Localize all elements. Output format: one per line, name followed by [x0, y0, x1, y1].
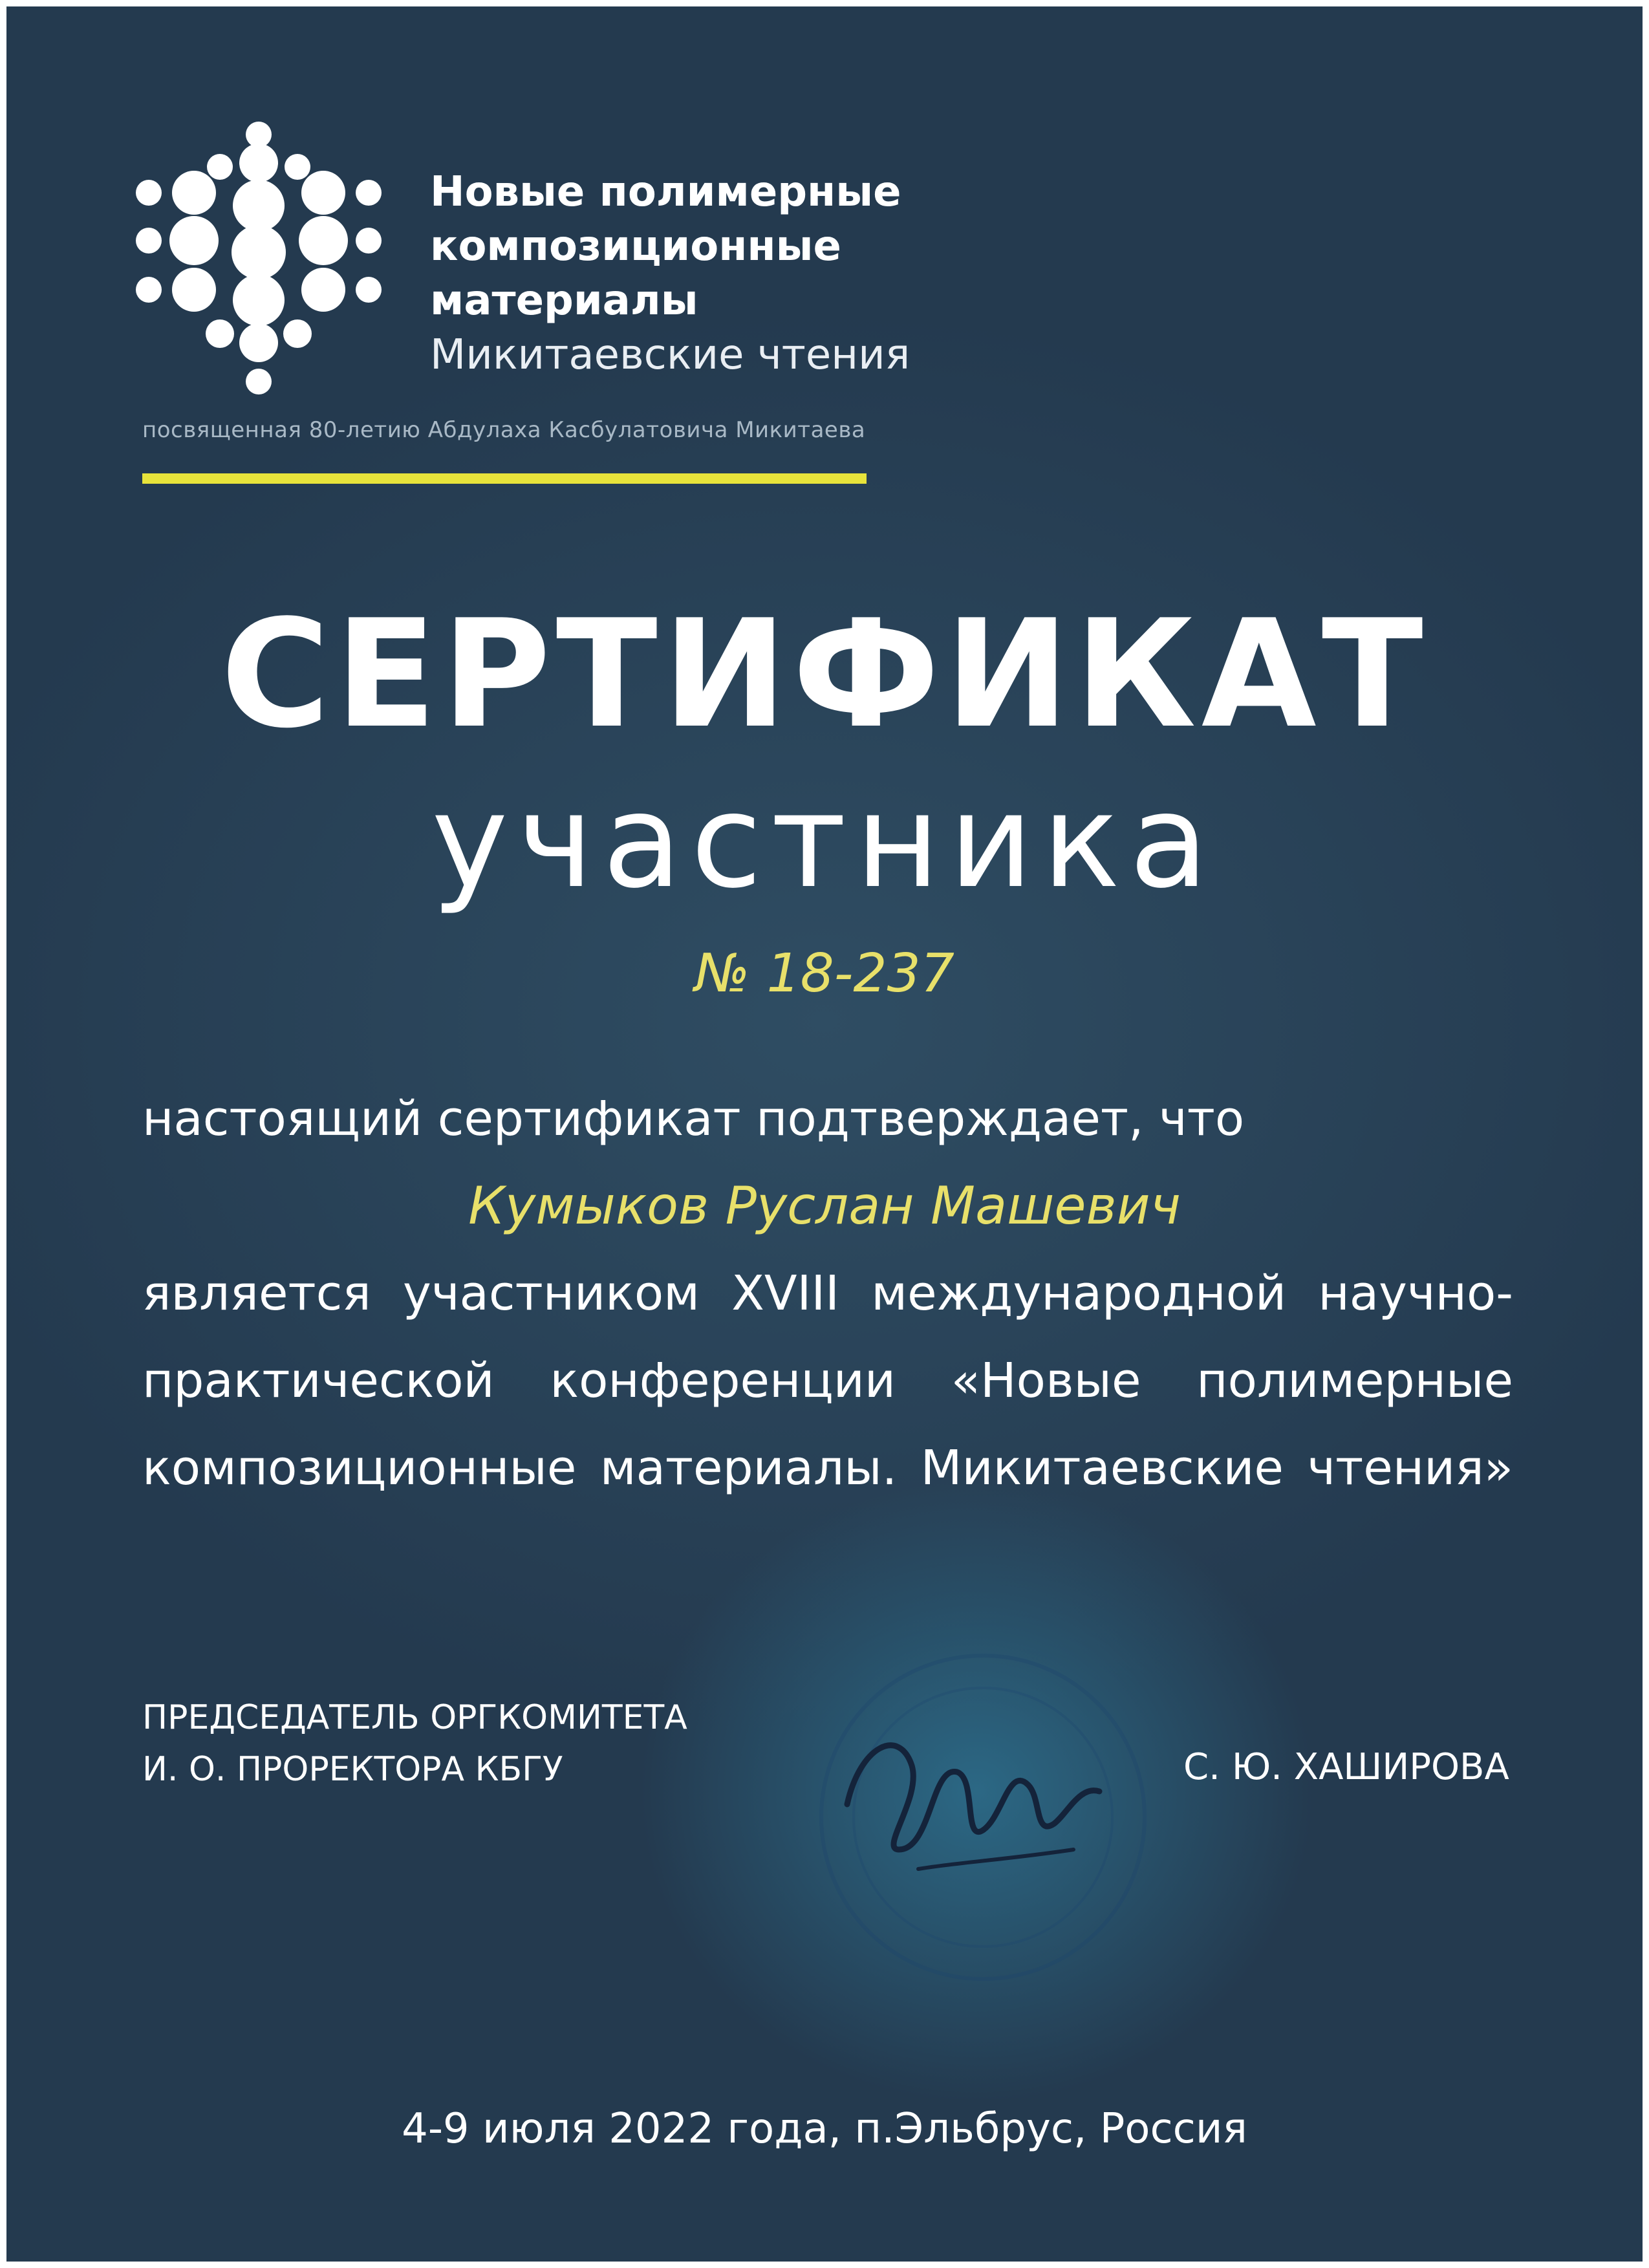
signatory-name: С. Ю. ХАШИРОВА [1183, 1746, 1509, 1788]
logo-text-block [430, 165, 910, 382]
yellow-divider [142, 473, 867, 484]
logo-title-line-2: композиционные [430, 222, 841, 270]
certificate-subtitle: участника [431, 766, 1218, 917]
body-line-4: композиционные материалы. Микитаевские чтения» [142, 1440, 1513, 1496]
certificate-sheet [6, 6, 1643, 2262]
body-intro: настоящий сертификат подтверждает, что [142, 1091, 1245, 1147]
body-line-2: является участником XVIII международной научно- [142, 1266, 1513, 1321]
stamp-and-signature [802, 1636, 1164, 1998]
logo-title-line-1: Новые полимерные [430, 168, 901, 216]
recipient-name: Кумыков Руслан Машевич [468, 1176, 1181, 1236]
certificate-title: СЕРТИФИКАТ [221, 589, 1428, 761]
signatory-role-1: ПРЕДСЕДАТЕЛЬ ОРГКОМИТЕТА [142, 1698, 687, 1737]
logo-dots-icon [129, 116, 414, 414]
event-date-location: 4-9 июля 2022 года, п.Эльбрус, Россия [402, 2105, 1247, 2153]
certificate-number: № 18-237 [695, 943, 954, 1004]
signatory-role-2: И. О. ПРОРЕКТОРА КБГУ [142, 1750, 563, 1789]
logo-subtitle: Микитаевские чтения [430, 331, 911, 379]
body-line-3: практической конференции «Новые полимерные [142, 1353, 1513, 1409]
dedication-text: посвященная 80-летию Абдулаха Касбулатовича Микитаева [142, 417, 866, 443]
logo-title-line-3: материалы [430, 277, 698, 325]
